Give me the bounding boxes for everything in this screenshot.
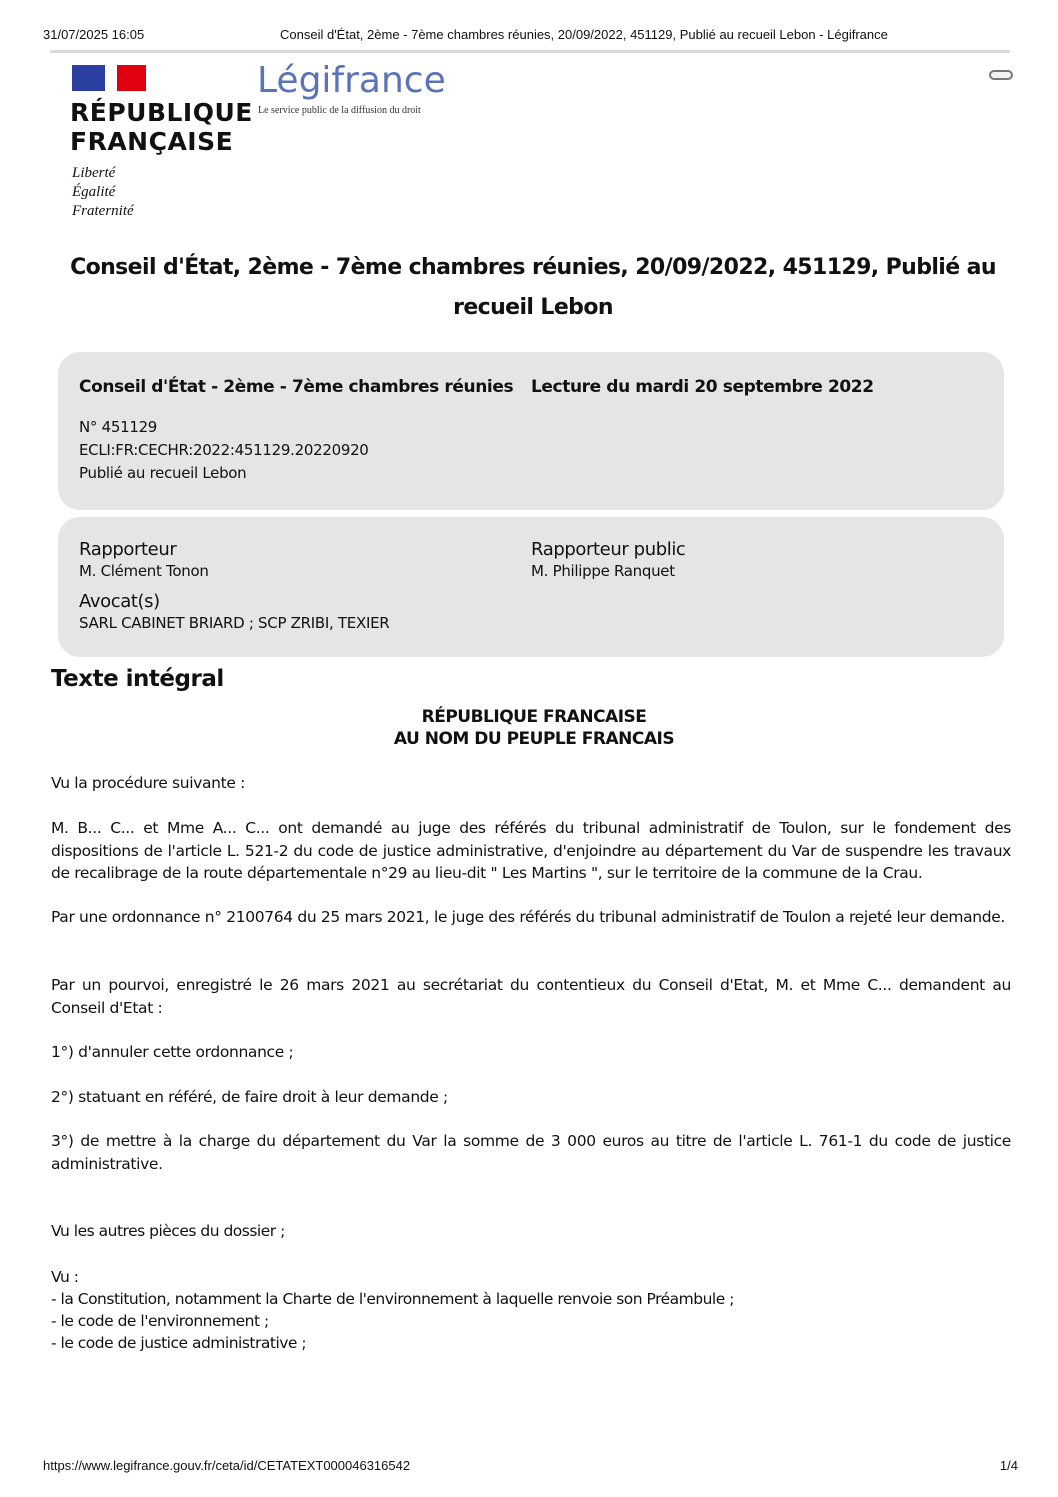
paragraph: Par un pourvoi, enregistré le 26 mars 2021 au secrétariat du contentieux du Conseil d'Etat, M. et Mme C... demandent au Conseil d'Etat : <box>51 976 1011 1017</box>
rapporteur-public-name: M. Philippe Ranquet <box>531 562 675 580</box>
devise-egalite: Égalité <box>72 184 116 200</box>
vu-list-item: - le code de l'environnement ; <box>51 1312 269 1330</box>
print-header <box>0 27 1058 45</box>
paragraph: M. B... C... et Mme A... C... ont demandé au juge des référés du tribunal administratif de Toulon, sur le fondement des dispositions de l'article L. 521-2 du code de justice administrative, d'enjoindre au département du Var de suspendre les travaux de recalibrage de la route départementale n°29 au lieu-dit " Les Martins ", sur le territoire de la commune de la Crau. <box>51 819 1011 882</box>
decision-heading-line2: AU NOM DU PEUPLE FRANCAIS <box>393 729 675 749</box>
parties-card <box>58 517 1004 657</box>
decision-number: N° 451129 <box>79 418 158 436</box>
print-datetime: 31/07/2025 16:05 <box>43 27 145 42</box>
ecli-code: ECLI:FR:CECHR:2022:451129.20220920 <box>79 441 369 459</box>
paragraph: 1°) d'annuler cette ordonnance ; <box>51 1043 294 1061</box>
rapporteur-public-block <box>531 539 685 581</box>
decision-info-card <box>58 352 1004 510</box>
devise-liberte: Liberté <box>72 165 116 181</box>
legifrance-tagline: Le service public de la diffusion du droit <box>258 105 421 116</box>
page-title: Conseil d'État, 2ème - 7ème chambres réunies, 20/09/2022, 451129, Publié au recueil Lebon <box>70 255 996 320</box>
paragraph: Par une ordonnance n° 2100764 du 25 mars 2021, le juge des référés du tribunal administratif de Toulon a rejeté leur demande. <box>51 908 1006 926</box>
publication-status: Publié au recueil Lebon <box>79 464 247 482</box>
menu-toggle-icon[interactable] <box>989 70 1013 80</box>
page-number: 1/4 <box>999 1458 1018 1473</box>
rapporteur-name: M. Clément Tonon <box>79 562 209 580</box>
print-page-title: Conseil d'État, 2ème - 7ème chambres réunies, 20/09/2022, 451129, Publié au recueil Lebon - Légifrance <box>280 27 888 42</box>
paragraph: Vu la procédure suivante : <box>51 774 245 792</box>
legifrance-logo[interactable]: Légifrance <box>257 60 446 101</box>
full-text-heading: Texte intégral <box>51 666 224 692</box>
vu-list-item: - le code de justice administrative ; <box>51 1334 307 1352</box>
page-url: https://www.legifrance.gouv.fr/ceta/id/CETATEXT000046316542 <box>43 1458 411 1473</box>
avocats-block <box>79 591 389 633</box>
vu-list <box>51 1266 734 1354</box>
rapporteur-label: Rapporteur <box>79 539 177 560</box>
flag-white-band <box>105 65 117 91</box>
avocats-names: SARL CABINET BRIARD ; SCP ZRIBI, TEXIER <box>79 614 390 632</box>
marianne-flag-logo[interactable] <box>72 65 146 91</box>
decision-heading <box>0 706 1058 750</box>
devise-fraternite: Fraternité <box>72 203 134 219</box>
vu-list-item: - la Constitution, notamment la Charte de l'environnement à laquelle renvoie son Préambule ; <box>51 1290 734 1308</box>
avocats-label: Avocat(s) <box>79 591 160 612</box>
paragraph: 3°) de mettre à la charge du département du Var la somme de 3 000 euros au titre de l'article L. 761-1 du code de justice administrative. <box>51 1132 1011 1173</box>
rapporteur-public-label: Rapporteur public <box>531 539 686 560</box>
francaise-line: FRANÇAISE <box>70 127 234 156</box>
devise <box>72 164 134 221</box>
flag-red-band <box>117 65 146 91</box>
flag-blue-band <box>72 65 105 91</box>
header-divider <box>50 50 1010 53</box>
decision-heading-line1: RÉPUBLIQUE FRANCAISE <box>421 707 647 727</box>
vu-list-item: Vu : <box>51 1268 79 1286</box>
jurisdiction: Conseil d'État - 2ème - 7ème chambres réunies <box>79 377 514 397</box>
paragraph: 2°) statuant en référé, de faire droit à leur demande ; <box>51 1088 448 1106</box>
decision-meta <box>79 416 369 485</box>
reading-date: Lecture du mardi 20 septembre 2022 <box>531 377 874 397</box>
republique-line: RÉPUBLIQUE <box>70 98 253 127</box>
paragraph: Vu les autres pièces du dossier ; <box>51 1222 285 1240</box>
republique-francaise-wordmark[interactable] <box>70 98 253 156</box>
rapporteur-block <box>79 539 209 581</box>
